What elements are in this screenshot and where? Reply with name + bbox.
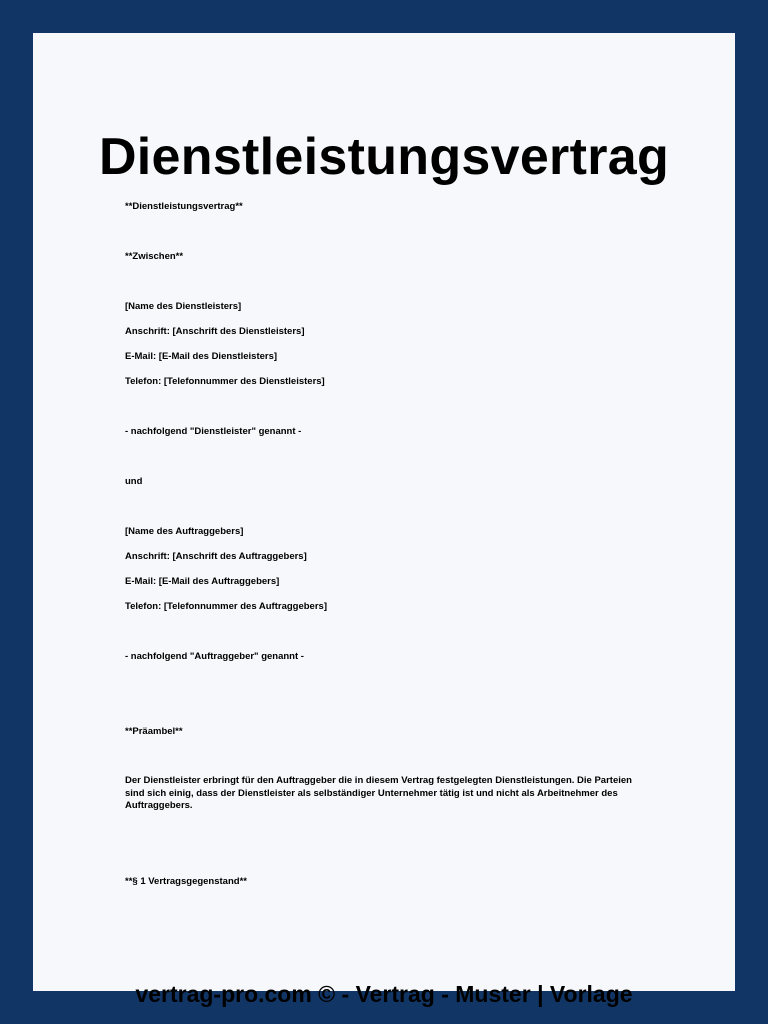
section1-heading: **§ 1 Vertragsgegenstand** (125, 876, 247, 887)
footer-text: vertrag-pro.com © - Vertrag - Muster | Vorlage (135, 981, 633, 1007)
client-name: [Name des Auftraggebers] (125, 526, 244, 537)
provider-email: E-Mail: [E-Mail des Dienstleisters] (125, 351, 278, 362)
client-email: E-Mail: [E-Mail des Auftraggebers] (125, 576, 280, 587)
provider-name: [Name des Dienstleisters] (125, 301, 242, 312)
preamble-text: Der Dienstleister erbringt für den Auftraggeber die in diesem Vertrag festgelegten Dienstleistungen. Die Parteien sind sich einig, dass der Dienstleister als selbständiger Unternehmer tätig ist und nicht als Arbeitnehmer des Auftraggebers. (125, 775, 632, 811)
and-label: und (125, 476, 143, 487)
client-address: Anschrift: [Anschrift des Auftraggebers] (125, 551, 307, 562)
client-alias: - nachfolgend "Auftraggeber" genannt - (125, 651, 304, 662)
provider-alias: - nachfolgend "Dienstleister" genannt - (125, 426, 302, 437)
provider-address: Anschrift: [Anschrift des Dienstleisters] (125, 326, 305, 337)
contract-heading: **Dienstleistungsvertrag** (125, 201, 243, 212)
client-phone: Telefon: [Telefonnummer des Auftraggebers] (125, 601, 327, 612)
document-page (33, 33, 735, 1007)
between-label: **Zwischen** (125, 251, 184, 262)
document-title: Dienstleistungsvertrag (98, 128, 670, 186)
provider-phone: Telefon: [Telefonnummer des Dienstleisters] (125, 376, 325, 387)
preamble-heading: **Präambel** (125, 726, 183, 737)
